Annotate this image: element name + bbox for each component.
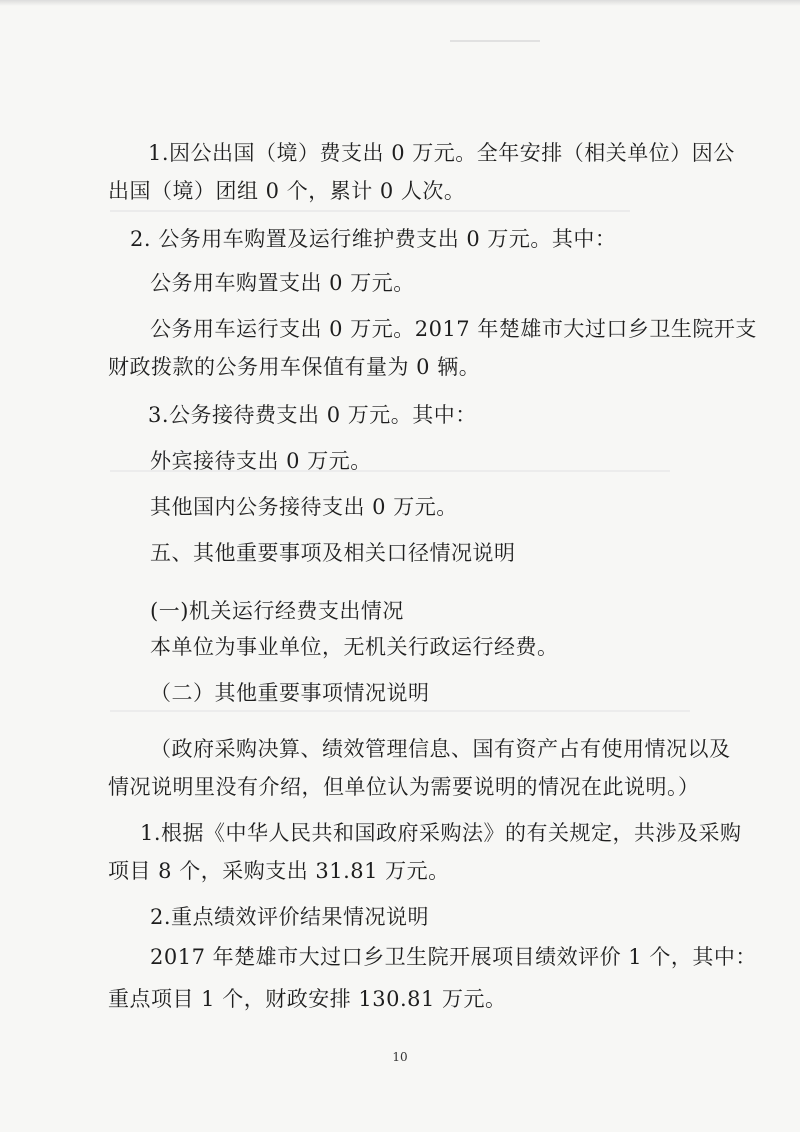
text-line: 其他国内公务接待支出 0 万元。 xyxy=(150,495,458,519)
text-line: 出国（境）团组 0 个，累计 0 人次。 xyxy=(108,179,466,203)
subsection-heading: (一)机关运行经费支出情况 xyxy=(150,599,404,623)
text-line: 情况说明里没有介绍，但单位认为需要说明的情况在此说明。） xyxy=(108,775,700,799)
text-line: 财政拨款的公务用车保值有量为 0 辆。 xyxy=(108,355,481,379)
text-line: 2017 年楚雄市大过口乡卫生院开展项目绩效评价 1 个，其中： xyxy=(150,945,757,969)
text-line: 公务用车购置支出 0 万元。 xyxy=(150,271,415,295)
text-line: 公务用车运行支出 0 万元。2017 年楚雄市大过口乡卫生院开支 xyxy=(150,317,757,341)
text-line: 1.因公出国（境）费支出 0 万元。全年安排（相关单位）因公 xyxy=(148,141,735,165)
text-line: 2.重点绩效评价结果情况说明 xyxy=(150,905,430,929)
bleed-through-mark xyxy=(450,40,540,42)
text-line: 重点项目 1 个，财政安排 130.81 万元。 xyxy=(108,987,507,1011)
text-line: 2. 公务用车购置及运行维护费支出 0 万元。其中： xyxy=(130,227,617,251)
scan-edge xyxy=(0,0,800,6)
subsection-heading: （二）其他重要事项情况说明 xyxy=(150,681,430,705)
bleed-through-mark xyxy=(110,710,690,712)
bleed-through-mark xyxy=(110,210,630,212)
text-line: 本单位为事业单位，无机关行政运行经费。 xyxy=(150,635,559,659)
section-heading: 五、其他重要事项及相关口径情况说明 xyxy=(150,541,516,565)
text-line: 3.公务接待费支出 0 万元。其中： xyxy=(148,403,477,427)
text-line: 外宾接待支出 0 万元。 xyxy=(150,449,372,473)
text-line: （政府采购决算、绩效管理信息、国有资产占有使用情况以及 xyxy=(150,737,731,761)
text-line: 1.根据《中华人民共和国政府采购法》的有关规定，共涉及采购 xyxy=(140,821,742,845)
text-line: 项目 8 个，采购支出 31.81 万元。 xyxy=(108,859,450,883)
page-number: 10 xyxy=(392,1050,408,1064)
